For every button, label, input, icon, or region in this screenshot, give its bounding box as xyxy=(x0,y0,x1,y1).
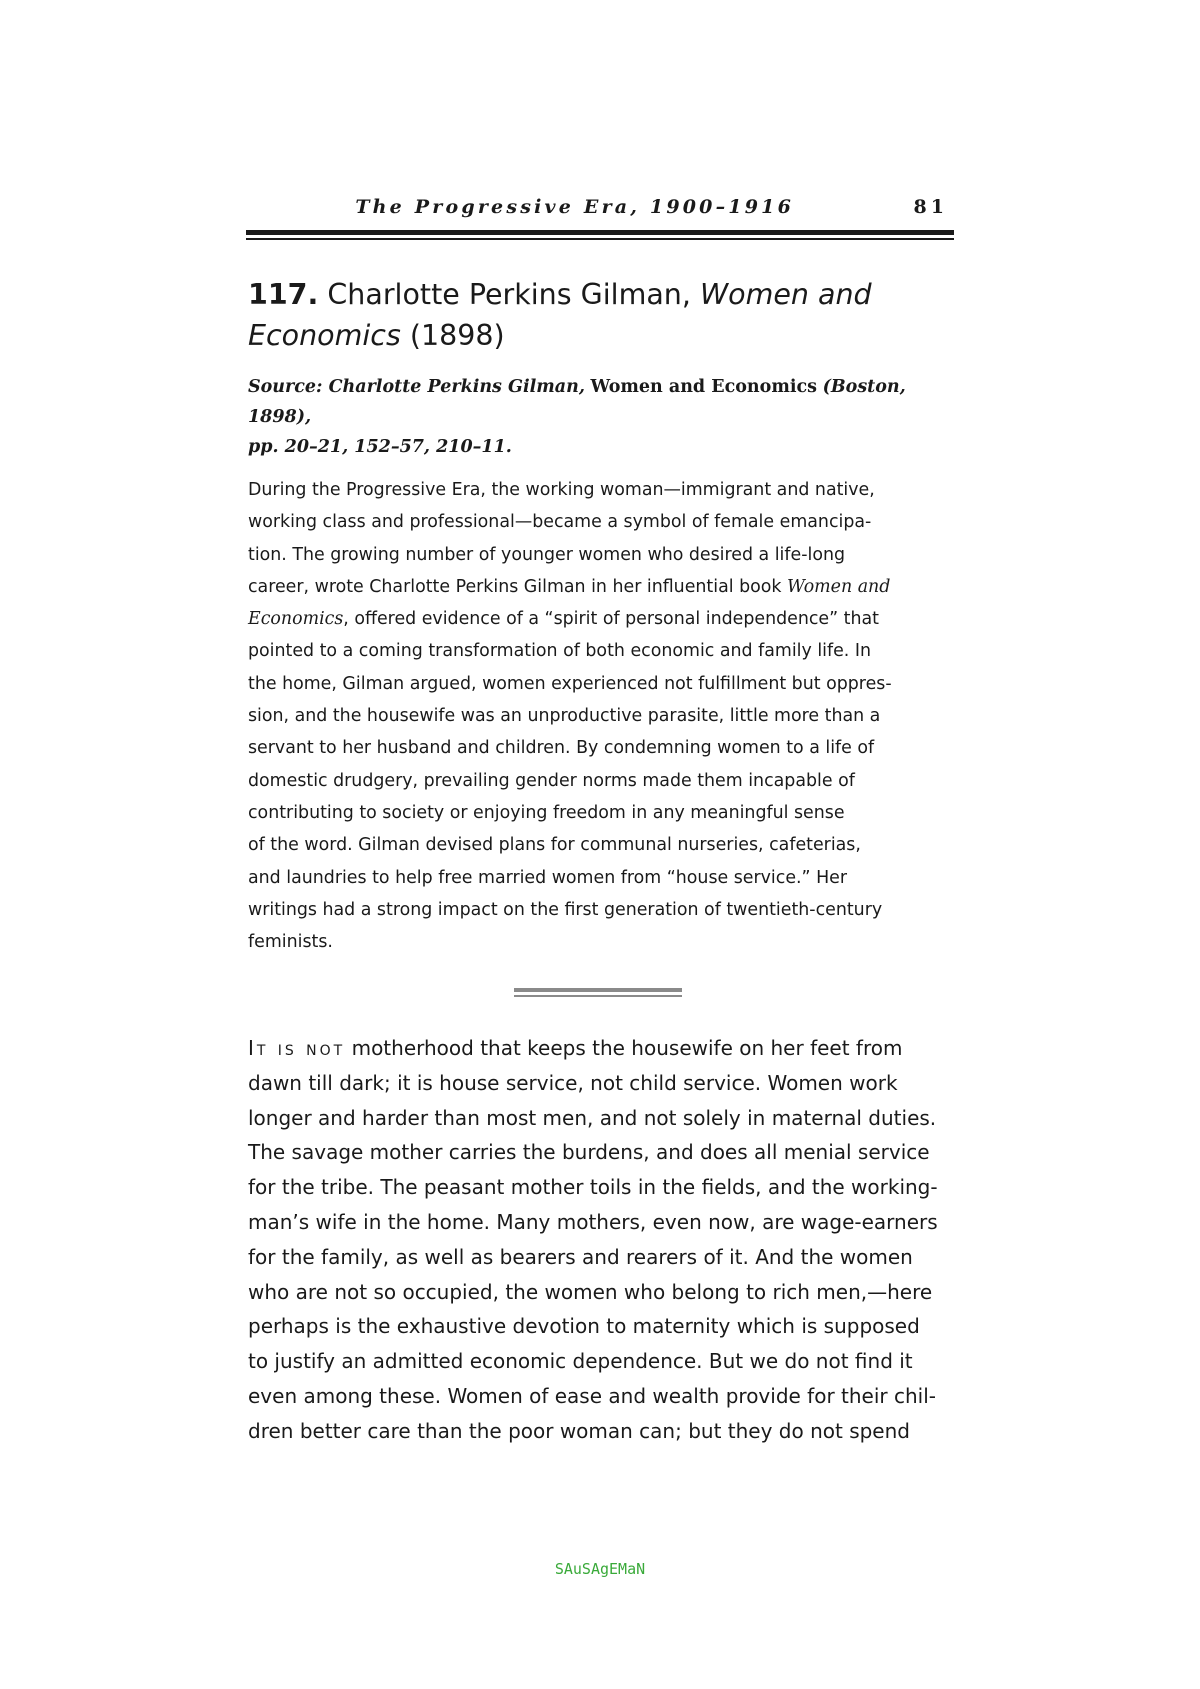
intro-line: domestic drudgery, prevailing gender norms made them incapable of xyxy=(248,770,855,791)
intro-line: feminists. xyxy=(248,932,333,953)
excerpt-line xyxy=(248,1031,954,1066)
book-page xyxy=(248,0,954,1689)
source-suffix: (Boston, 1898), xyxy=(248,377,906,427)
document-year: (1898) xyxy=(409,319,505,352)
section-ornament-rule xyxy=(514,995,682,997)
intro-line: the home, Gilman argued, women experienced not fulfillment but oppres- xyxy=(248,673,892,694)
header-rule-thin xyxy=(246,238,954,240)
document-excerpt xyxy=(248,1031,954,1449)
section-ornament-rule xyxy=(514,988,682,992)
excerpt-line-text: motherhood that keeps the housewife on her feet from xyxy=(345,1036,903,1060)
intro-line-text: , offered evidence of a “spirit of personal independence” that xyxy=(343,609,879,630)
watermark: SAuSAgEMaN xyxy=(554,1560,646,1578)
excerpt-line: dren better care than the poor woman can; but they do not spend xyxy=(248,1418,910,1443)
excerpt-line: for the family, as well as bearers and rearers of it. And the women xyxy=(248,1244,913,1269)
excerpt-opening-smallcaps: It is not xyxy=(248,1036,346,1060)
excerpt-line: dawn till dark; it is house service, not child service. Women work xyxy=(248,1070,898,1095)
excerpt-line: even among these. Women of ease and wealth provide for their chil- xyxy=(248,1383,936,1408)
excerpt-line: The savage mother carries the burdens, and does all menial service xyxy=(248,1140,930,1165)
intro-line: and laundries to help free married women from “house service.” Her xyxy=(248,867,848,888)
intro-line: of the word. Gilman devised plans for communal nurseries, cafeterias, xyxy=(248,835,861,856)
excerpt-line: longer and harder than most men, and not solely in maternal duties. xyxy=(248,1105,937,1130)
source-pages: pp. 20–21, 152–57, 210–11. xyxy=(248,437,512,457)
intro-line xyxy=(248,571,954,603)
source-citation xyxy=(248,372,954,462)
source-work: Women and Economics xyxy=(590,377,817,397)
running-head xyxy=(248,196,954,226)
intro-line: contributing to society or enjoying freedom in any meaningful sense xyxy=(248,802,845,823)
excerpt-line: for the tribe. The peasant mother toils in the fields, and the working- xyxy=(248,1175,938,1200)
excerpt-line: perhaps is the exhaustive devotion to maternity which is supposed xyxy=(248,1314,920,1339)
intro-line: working class and professional—became a symbol of female emancipa- xyxy=(248,512,872,533)
excerpt-line: to justify an admitted economic dependence. But we do not find it xyxy=(248,1349,913,1374)
intro-line: servant to her husband and children. By condemning women to a life of xyxy=(248,738,875,759)
document-number: 117. xyxy=(248,278,319,311)
running-head-title: The Progressive Era, 1900–1916 xyxy=(355,196,794,218)
document-heading xyxy=(248,274,954,356)
document-author: Charlotte Perkins Gilman, xyxy=(327,278,691,311)
intro-line: During the Progressive Era, the working woman—immigrant and native, xyxy=(248,480,875,500)
excerpt-line: man’s wife in the home. Many mothers, even now, are wage-earners xyxy=(248,1209,938,1234)
intro-line: tion. The growing number of younger women who desired a life-long xyxy=(248,544,846,565)
intro-line: sion, and the housewife was an unproductive parasite, little more than a xyxy=(248,706,881,727)
intro-book-title-part1: Women and xyxy=(787,576,891,597)
source-prefix: Source: Charlotte Perkins Gilman, xyxy=(248,377,585,397)
intro-book-title-part2: Economics xyxy=(248,609,344,630)
editorial-introduction xyxy=(248,474,954,958)
document-work-title-part1: Women and xyxy=(699,278,872,311)
header-rule-thick xyxy=(246,230,954,235)
intro-line: writings had a strong impact on the first generation of twentieth-century xyxy=(248,899,883,920)
intro-line xyxy=(248,603,954,635)
page-number: 81 xyxy=(913,196,948,218)
excerpt-line: who are not so occupied, the women who belong to rich men,—here xyxy=(248,1279,933,1304)
document-work-title-part2: Economics xyxy=(248,319,401,352)
intro-line-text: career, wrote Charlotte Perkins Gilman in her influential book xyxy=(248,576,782,597)
intro-line: pointed to a coming transformation of both economic and family life. In xyxy=(248,641,872,662)
